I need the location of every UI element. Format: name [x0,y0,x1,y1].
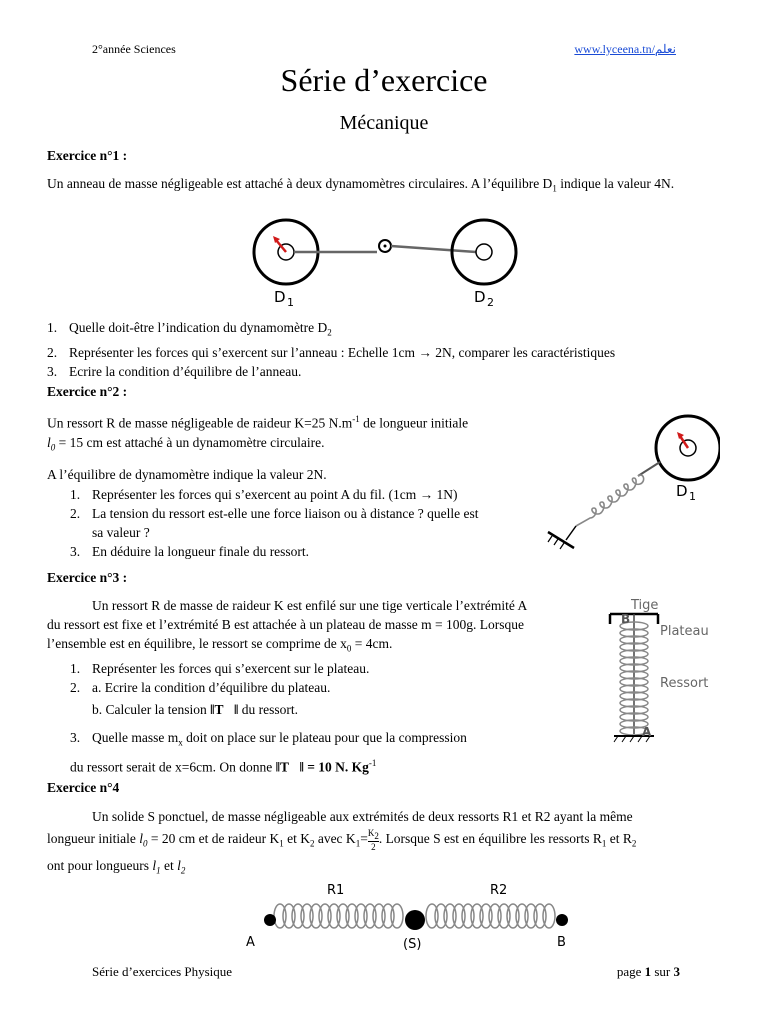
header-website-link[interactable]: www.lyceena.tn/نعلم [574,42,676,56]
page-title: Série d’exercice [280,62,488,98]
exercise-2-figure [540,412,720,562]
list-item: 3. En déduire la longueur finale du ressort. [70,544,310,559]
list-item: 2. La tension du ressort est-elle une force liaison ou à distance ? quelle est [70,506,479,521]
label-a: A [246,935,255,950]
spring-r1-icon [274,904,403,928]
footer-page-number: page 1 sur 3 [616,964,680,979]
label-r1: R1 [327,883,345,898]
page-subtitle: Mécanique [339,112,429,134]
fraction-k2-over-2: $\frac{K_2}{2}$ [367,828,379,852]
list-item: 1. Représenter les forces qui s’exercent sur le plateau. [70,661,370,676]
label-d1: D [676,482,688,500]
list-item: sa valeur ? [92,525,150,540]
label-tige: Tige [631,598,659,613]
exercise-1-questions [47,318,727,381]
list-item: b. Calculer la tension ‖T⃗‖ du ressort. [92,702,298,717]
list-item: 1. Représenter les forces qui s’exercent au point A du fil. (1cm → 1N) [70,487,458,502]
label-d2: D [474,288,486,306]
list-item: 2. Représenter les forces qui s’exercent sur l’anneau : Echelle 1cm → 2N, comparer les caractéristiques [47,344,616,360]
exercise-1-title: Exercice n°1 : [47,148,128,163]
label-plateau: Plateau [660,624,709,639]
svg-text:1: 1 [689,490,696,503]
exercise-2-statement: Un ressort R de masse négligeable de raideur K=25 $N.m^{-1}$ de longueur initiale $l_0 = 15$ cm est attaché à un dynamomètre circulaire. A l’équilibre de dynamomètre indique la valeur 2N. [47,414,469,483]
exercise-2-questions [70,485,540,561]
string [638,462,660,476]
exercise-3-question-3: 3. Quelle masse $m_x$ doit on place sur le plateau pour que la compression du ressort serait de x=6cm. On donne ‖T⃗‖ = 10 N. $Kg^{-1}$ [70,730,467,775]
exercise-3-questions [70,659,590,719]
exercise-4-figure [240,878,580,958]
exercise-3-title: Exercice n°3 : [47,570,128,585]
svg-text:2: 2 [487,296,494,309]
exercise-3-statement: Un ressort R de masse de raideur K est enfilé sur une tige verticale l’extrémité A du ressort est fixe et l’extrémité B est attachée à un plateau de masse m = 100g. Lorsque l’ensemble est en équilibre, le ressort se comprime de $x_0 = 4cm$. [47,598,528,654]
label-a: A [642,725,652,739]
label-b: B [557,935,566,950]
exercise-1-figure [240,218,530,310]
list-item: 3. Ecrire la condition d’équilibre de l’anneau. [47,363,302,379]
label-b: B [621,612,631,626]
list-item: 1. Quelle doit-être l’indication du dynamomètre $D_2$ [47,320,332,338]
footer-title: Série d’exercices Physique [92,964,233,979]
spring-r2-icon [426,904,555,928]
spring-icon [576,475,644,526]
exercise-2-title: Exercice n°2 : [47,384,128,399]
solid-s-icon [405,910,425,930]
point-b-icon [556,914,568,926]
dynamometer-d1-icon [656,416,720,480]
header-class-label: 2°année Sciences [92,42,176,56]
label-s: (S) [403,937,422,952]
exercise-4-statement: Un solide S ponctuel, de masse négligeable aux extrémités de deux ressorts R1 et R2 ayant la même longueur initiale $l_0 = 20$ cm et de raideur $K_1$ et $K_2$ avec $K_1=$ $\frac{K_2}{2}$ . Lorsque S est en équilibre les ressorts $R_1$ et $R_2$ ont pour longueurs $l_1$ et $l_2$ [47,809,637,876]
exercise-4-title: Exercice n°4 [47,780,120,795]
label-ressort: Ressort [660,676,709,691]
exercise-3-figure [600,594,730,744]
svg-text:1: 1 [287,296,294,309]
label-d1: D [274,288,286,306]
list-item: 2. a. Ecrire la condition d’équilibre du plateau. [70,680,331,695]
exercise-1-statement: Un anneau de masse négligeable est attaché à deux dynamomètres circulaires. A l’équilibre $D_1$ indique la valeur 4N. [47,176,675,194]
label-r2: R2 [490,883,508,898]
point-a-icon [264,914,276,926]
string-right [391,246,476,252]
